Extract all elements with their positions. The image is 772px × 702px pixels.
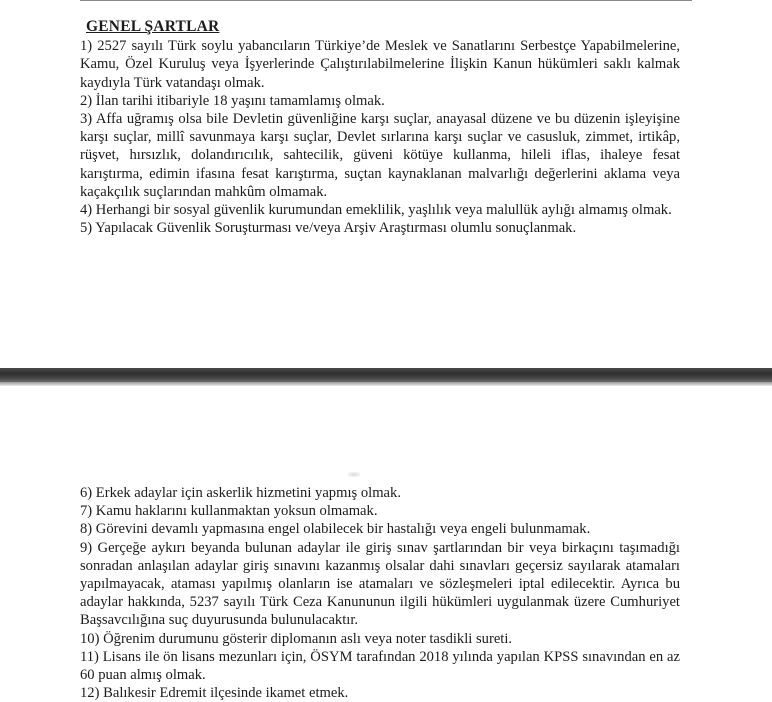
condition-item-11: 11) Lisans ile ön lisans mezunları için, ÖSYM tarafından 2018 yılında yapılan KPSS sınavından en az 60 puan almış olmak. <box>80 648 680 684</box>
condition-item-1: 1) 2527 sayılı Türk soylu yabancıların Türkiye’de Meslek ve Sanatlarını Serbestçe Yapabilmelerine, Kamu, Özel Kuruluş veya İşyerlerinde Çalıştırılabilmelerine İlişkin Kanun hükümleri saklı kalmak kaydıyla Türk vatandaşı olmak. <box>80 38 680 91</box>
condition-item-2: 2) İlan tarihi itibariyle 18 yaşını tamamlamış olmak. <box>80 92 385 109</box>
condition-item-7: 7) Kamu haklarını kullanmaktan yoksun olmamak. <box>80 503 378 520</box>
conditions-continued <box>80 484 680 702</box>
scan-speck <box>348 472 360 477</box>
condition-item-9: 9) Gerçeğe aykırı beyanda bulunan adaylar ile giriş sınav şartlarından bir veya birkaçını taşımadığı sonradan anlaşılan adaylar giriş sınavını kazanmış olsalar dahi sınavları geçersiz sayılarak atamaları yapılmayacak, ataması yapılmış olanların ise atamaları ve sözleşmeleri iptal edilecektir. Ayrıca bu adaylar hakkında, 5237 sayılı Türk Ceza Kanununun ilgili hükümleri uygulanmak üzere Cumhuriyet Başsavcılığına suç duyurusunda bulunulacaktır. <box>80 539 680 629</box>
page-separator <box>0 368 772 382</box>
condition-item-4: 4) Herhangi bir sosyal güvenlik kurumundan emeklilik, yaşlılık veya malullük aylığı almamış olmak. <box>80 202 672 219</box>
condition-item-10: 10) Öğrenim durumunu gösterir diplomanın aslı veya noter tasdikli sureti. <box>80 630 513 647</box>
condition-item-6: 6) Erkek adaylar için askerlik hizmetini yapmış olmak. <box>80 485 401 501</box>
condition-item-8: 8) Görevini devamlı yapmasına engel olabilecek bir hastalığı veya engeli bulunmamak. <box>80 521 591 538</box>
condition-item-12: 12) Balıkesir Edremit ilçesinde ikamet etmek. <box>80 685 349 702</box>
section-heading: GENEL ŞARTLAR <box>86 18 220 35</box>
general-conditions-section <box>80 18 680 237</box>
condition-item-3: 3) Affa uğramış olsa bile Devletin güvenliğine karşı suçlar, anayasal düzene ve bu düzenin işleyişine karşı suçlar, millî savunmaya karşı suçlar, Devlet sırlarına karşı suçlar ve casusluk, zimmet, irtikâp, rüşvet, hırsızlık, dolandırıcılık, sahtecilik, güveni kötüye kullanma, hileli iflas, ihaleye fesat karıştırma, edimin ifasına fesat karıştırma, suçtan kaynaklanan malvarlığı değerlerini aklama veya kaçakçılık suçlarından mahkûm olmamak. <box>80 111 680 200</box>
condition-item-5: 5) Yapılacak Güvenlik Soruşturması ve/veya Arşiv Araştırması olumlu sonuçlanmak. <box>80 220 577 237</box>
page-top-rule <box>80 0 692 1</box>
